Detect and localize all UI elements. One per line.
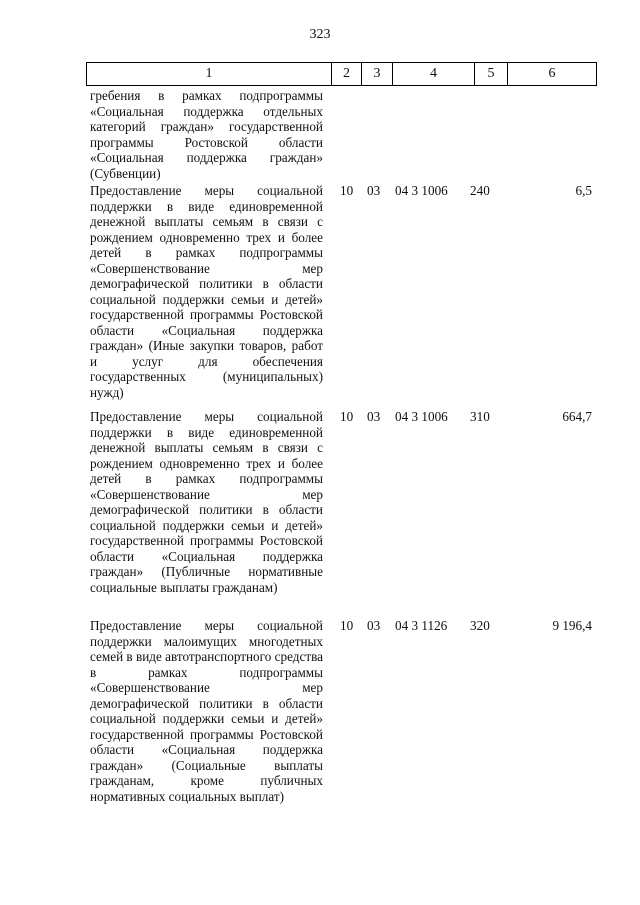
row-vr: 240: [470, 183, 490, 198]
table-row: [90, 618, 596, 838]
header-col-3: 3: [362, 63, 393, 85]
row-csr: 04 3 1126: [395, 618, 448, 633]
table-row: [90, 409, 596, 618]
row-pr: 03: [367, 618, 381, 633]
row-csr: 04 3 1006: [395, 409, 448, 424]
table-row: [90, 183, 596, 409]
row-vr: 320: [470, 618, 490, 633]
table-body: [90, 88, 596, 838]
row-rz: 10: [340, 618, 354, 633]
row-rz: 10: [340, 409, 354, 424]
header-col-6: 6: [548, 66, 556, 81]
row-description: Предоставление меры социальной поддержки малоимущих многодетных семей в виде автотранспортного средства в рамках подпрограммы «Совершенствование мер демографической политики в области социальной поддержки семьи и детей» государственной программы Ростовской области «Социальная поддержка граждан» (Социальные выплаты гражданам, кроме публичных нормативных социальных выплат): [90, 618, 323, 804]
row-csr: 04 3 1006: [395, 183, 448, 198]
continuation-text: гребения в рамках подпрограммы «Социальная поддержка отдельных категорий граждан» государственной программы Ростовской области «Социальная поддержка граждан» (Субвенции): [90, 88, 323, 181]
header-col-5: 5: [475, 63, 508, 85]
row-sum: 9 196,4: [552, 618, 592, 633]
row-sum: 6,5: [575, 183, 592, 198]
header-col-1: 1: [87, 63, 332, 85]
row-pr: 03: [367, 183, 381, 198]
row-vr: 310: [470, 409, 490, 424]
row-description: Предоставление меры социальной поддержки в виде единовременной денежной выплаты семьям в связи с рождением одновременно трех и более детей в рамках подпрограммы «Совершенствование мер демографической политики в области социальной поддержки семьи и детей» государственной программы Ростовской области «Социальная поддержка граждан» (Иные закупки товаров, работ и услуг для обеспечения государственных (муниципальных) нужд): [90, 183, 323, 400]
row-pr: 03: [367, 409, 381, 424]
row-description: Предоставление меры социальной поддержки в виде единовременной денежной выплаты семьям в связи с рождением одновременно трех и более детей в рамках подпрограммы «Совершенствование мер демографической политики в области социальной поддержки семьи и детей» государственной программы Ростовской области «Социальная поддержка граждан» (Публичные нормативные социальные выплаты гражданам): [90, 409, 323, 595]
table-header: [86, 62, 597, 86]
row-rz: 10: [340, 183, 354, 198]
page-number: 323: [309, 27, 331, 42]
header-col-4: 4: [393, 63, 475, 85]
header-col-2: 2: [332, 63, 362, 85]
row-sum: 664,7: [562, 409, 592, 424]
continuation-row: [90, 88, 596, 183]
